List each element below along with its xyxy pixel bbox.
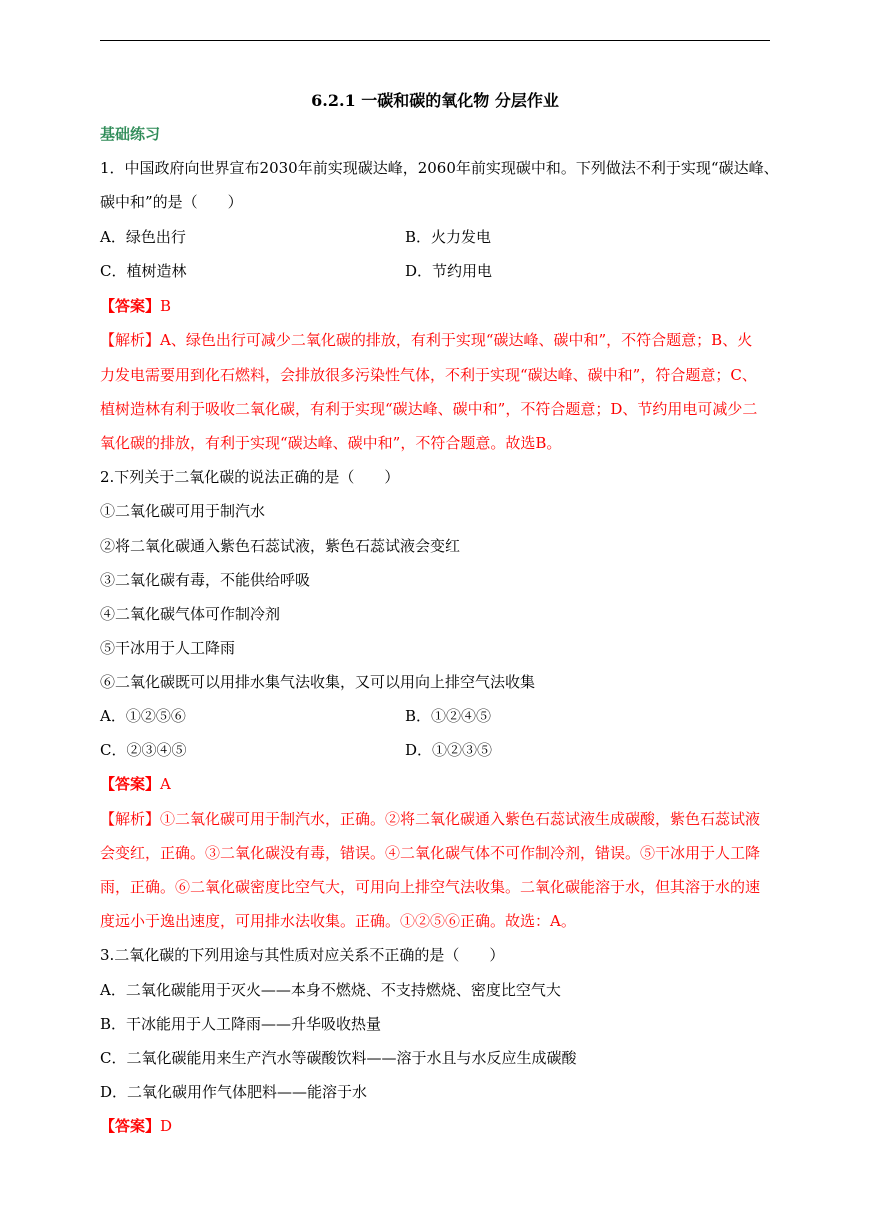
q1-option-c: C．植树造林 bbox=[100, 262, 187, 280]
q1-stem-line-1: 1．中国政府向世界宣布2030年前实现碳达峰，2060年前实现碳中和。下列做法不利于实现“碳达峰、 bbox=[100, 159, 779, 177]
q2-statement-2: ②将二氧化碳通入紫色石蕊试液，紫色石蕊试液会变红 bbox=[100, 537, 461, 555]
q3-option-b: B．干冰能用于人工降雨——升华吸收热量 bbox=[100, 1015, 382, 1033]
header-rule bbox=[100, 40, 770, 41]
q2-option-d: D．①②③⑤ bbox=[405, 741, 493, 759]
answer-tag: 【答案】 bbox=[100, 297, 161, 315]
q1-option-b: B．火力发电 bbox=[405, 228, 492, 246]
q1-analysis-line-1: 【解析】A、绿色出行可减少二氧化碳的排放，有利于实现“碳达峰、碳中和”，不符合题意；B、火 bbox=[100, 331, 753, 349]
q1-stem-line-2: 碳中和”的是（ ） bbox=[100, 193, 243, 211]
answer-value: B bbox=[160, 297, 172, 315]
q2-statement-1: ①二氧化碳可用于制汽水 bbox=[100, 502, 266, 520]
page-title: 6.2.1 一碳和碳的氧化物 分层作业 bbox=[311, 91, 559, 110]
q2-option-c: C．②③④⑤ bbox=[100, 741, 187, 759]
q1-option-d: D．节约用电 bbox=[405, 262, 493, 280]
answer-value: A bbox=[160, 775, 171, 793]
q3-option-d: D．二氧化碳用作气体肥料——能溶于水 bbox=[100, 1083, 368, 1101]
q2-statement-3: ③二氧化碳有毒，不能供给呼吸 bbox=[100, 571, 311, 589]
section-heading: 基础练习 bbox=[100, 125, 161, 143]
q1-option-a: A．绿色出行 bbox=[100, 228, 186, 246]
q3-answer bbox=[100, 1115, 172, 1137]
q2-option-b: B．①②④⑤ bbox=[405, 707, 492, 725]
answer-tag: 【答案】 bbox=[100, 775, 161, 793]
q2-analysis-line-2: 会变红，正确。③二氧化碳没有毒，错误。④二氧化碳气体不可作制冷剂，错误。⑤干冰用于人工降 bbox=[100, 844, 761, 862]
q3-stem: 3.二氧化碳的下列用途与其性质对应关系不正确的是（ ） bbox=[100, 946, 505, 964]
answer-value: D bbox=[160, 1117, 173, 1135]
q2-option-a: A．①②⑤⑥ bbox=[100, 707, 186, 725]
q2-statement-6: ⑥二氧化碳既可以用排水集气法收集，又可以用向上排空气法收集 bbox=[100, 673, 536, 691]
q2-analysis-line-4: 度远小于逸出速度，可用排水法收集。正确。①②⑤⑥正确。故选：A。 bbox=[100, 912, 576, 930]
q1-analysis-line-3: 植树造林有利于吸收二氧化碳，有利于实现“碳达峰、碳中和”，不符合题意；D、节约用电可减少二 bbox=[100, 400, 758, 418]
q2-analysis-line-1: 【解析】①二氧化碳可用于制汽水，正确。②将二氧化碳通入紫色石蕊试液生成碳酸，紫色石蕊试液 bbox=[100, 810, 761, 828]
q2-stem: 2.下列关于二氧化碳的说法正确的是（ ） bbox=[100, 468, 400, 486]
q2-statement-4: ④二氧化碳气体可作制冷剂 bbox=[100, 605, 281, 623]
q2-answer bbox=[100, 773, 171, 795]
q3-option-a: A．二氧化碳能用于灭火——本身不燃烧、不支持燃烧、密度比空气大 bbox=[100, 981, 561, 999]
q2-statement-5: ⑤干冰用于人工降雨 bbox=[100, 639, 236, 657]
q3-option-c: C．二氧化碳能用来生产汽水等碳酸饮料——溶于水且与水反应生成碳酸 bbox=[100, 1049, 577, 1067]
q1-answer bbox=[100, 295, 171, 317]
answer-tag: 【答案】 bbox=[100, 1117, 161, 1135]
q1-analysis-line-4: 氧化碳的排放，有利于实现“碳达峰、碳中和”，不符合题意。故选B。 bbox=[100, 434, 562, 452]
q2-analysis-line-3: 雨，正确。⑥二氧化碳密度比空气大，可用向上排空气法收集。二氧化碳能溶于水，但其溶于水的速 bbox=[100, 878, 761, 896]
q1-analysis-line-2: 力发电需要用到化石燃料，会排放很多污染性气体，不利于实现“碳达峰、碳中和”，符合题意；C、 bbox=[100, 366, 757, 384]
